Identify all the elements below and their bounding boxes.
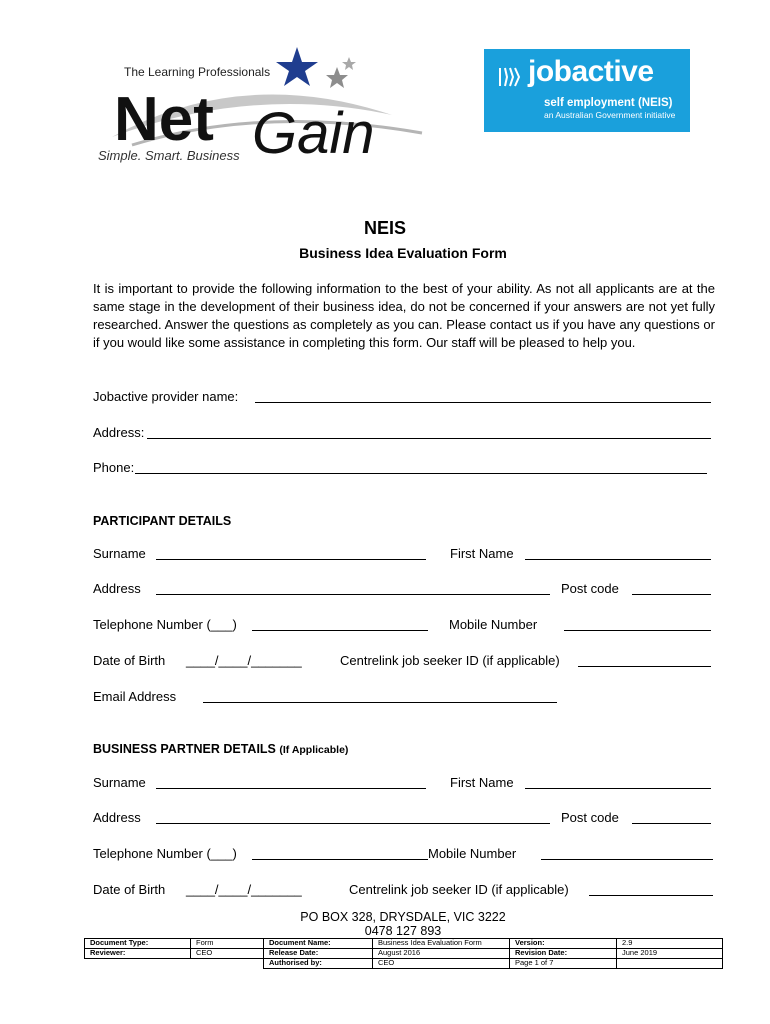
partner-dob-field[interactable]: ____/____/_______: [186, 882, 302, 897]
provider-name-field[interactable]: [255, 402, 711, 403]
release-date-value: August 2016: [373, 949, 510, 959]
partner-firstname-label: First Name: [450, 775, 514, 790]
version-label: Version:: [510, 939, 617, 949]
authorised-by-label: Authorised by:: [264, 959, 373, 969]
partner-address-label: Address: [93, 810, 141, 825]
jobactive-bars-icon: [498, 66, 524, 93]
partner-firstname-field[interactable]: [525, 788, 711, 789]
participant-surname-field[interactable]: [156, 559, 426, 560]
partner-mobile-label: Mobile Number: [428, 846, 517, 861]
provider-address-label: Address:: [93, 425, 145, 440]
provider-phone-label: Phone:: [93, 460, 135, 475]
participant-dob-field[interactable]: ____/____/_______: [186, 653, 302, 668]
partner-centrelink-field[interactable]: [589, 895, 713, 896]
form-title: NEIS: [363, 218, 406, 238]
svg-text:The Learning Professionals: The Learning Professionals: [124, 65, 271, 79]
footer-address-block: [0, 910, 770, 938]
revision-date-value: June 2019: [617, 949, 723, 959]
partner-mobile-field[interactable]: [541, 859, 713, 860]
footer-phone: 0478 127 893: [364, 924, 442, 938]
reviewer-value: CEO: [191, 949, 264, 959]
intro-paragraph: It is important to provide the following information to the best of your ability. As not all applicants are at the same stage in the development of their business idea, do not be concerned if your answers are not yet fully researched. Answer the questions as completely as you can. Please contact us if you have any questions or if you would like some assistance in completing this form. Our staff will be pleased to help you.: [93, 281, 715, 350]
jobactive-logo: [484, 49, 690, 132]
jobactive-wordmark: jobactive: [528, 55, 654, 88]
jobactive-line2: an Australian Government initiative: [544, 110, 676, 120]
form-subtitle: Business Idea Evaluation Form: [299, 245, 507, 261]
empty-cell: [85, 959, 191, 969]
participant-heading: PARTICIPANT DETAILS: [93, 514, 232, 528]
reviewer-label: Reviewer:: [85, 949, 191, 959]
participant-centrelink-field[interactable]: [578, 666, 711, 667]
page-number: Page 1 of 7: [510, 959, 617, 969]
partner-heading-text: BUSINESS PARTNER DETAILS: [93, 742, 276, 756]
participant-firstname-label: First Name: [450, 546, 514, 561]
partner-surname-field[interactable]: [156, 788, 426, 789]
authorised-by-value: CEO: [373, 959, 510, 969]
provider-name-label: Jobactive provider name:: [93, 389, 239, 404]
jobactive-line1: self employment (NEIS): [544, 97, 673, 109]
participant-mobile-label: Mobile Number: [449, 617, 538, 632]
revision-date-label: Revision Date:: [510, 949, 617, 959]
participant-postcode-field[interactable]: [632, 594, 711, 595]
release-date-label: Release Date:: [264, 949, 373, 959]
svg-text:Simple. Smart. Business: Simple. Smart. Business: [98, 148, 240, 163]
empty-cell: [191, 959, 264, 969]
participant-email-field[interactable]: [203, 702, 557, 703]
participant-telephone-label: Telephone Number (___): [93, 617, 237, 632]
partner-postcode-field[interactable]: [632, 823, 711, 824]
participant-dob-label: Date of Birth: [93, 653, 166, 668]
doc-type-value: Form: [191, 939, 264, 949]
doc-type-label: Document Type:: [85, 939, 191, 949]
partner-centrelink-label: Centrelink job seeker ID (if applicable): [349, 882, 569, 897]
svg-text:Gain: Gain: [252, 101, 375, 166]
partner-heading-note: (If Applicable): [279, 744, 349, 756]
partner-surname-label: Surname: [93, 775, 146, 790]
partner-address-field[interactable]: [156, 823, 550, 824]
participant-address-field[interactable]: [156, 594, 550, 595]
partner-postcode-label: Post code: [561, 810, 619, 825]
netgain-logo: [92, 45, 427, 170]
partner-heading: [93, 742, 348, 756]
partner-telephone-label: Telephone Number (___): [93, 846, 237, 861]
provider-address-field[interactable]: [147, 438, 711, 439]
doc-name-value: Business Idea Evaluation Form: [373, 939, 510, 949]
participant-email-label: Email Address: [93, 689, 177, 704]
participant-postcode-label: Post code: [561, 581, 619, 596]
empty-cell: [617, 959, 723, 969]
document-control-table: [84, 938, 723, 969]
doc-name-label: Document Name:: [264, 939, 373, 949]
participant-firstname-field[interactable]: [525, 559, 711, 560]
participant-address-label: Address: [93, 581, 141, 596]
participant-telephone-field[interactable]: [252, 630, 428, 631]
participant-centrelink-label: Centrelink job seeker ID (if applicable): [340, 653, 560, 668]
provider-phone-field[interactable]: [135, 473, 707, 474]
footer-address: PO BOX 328, DRYSDALE, VIC 3222: [300, 910, 506, 924]
partner-dob-label: Date of Birth: [93, 882, 166, 897]
version-value: 2.9: [617, 939, 723, 949]
svg-text:Net: Net: [114, 85, 214, 154]
participant-surname-label: Surname: [93, 546, 146, 561]
partner-telephone-field[interactable]: [252, 859, 428, 860]
participant-mobile-field[interactable]: [564, 630, 711, 631]
